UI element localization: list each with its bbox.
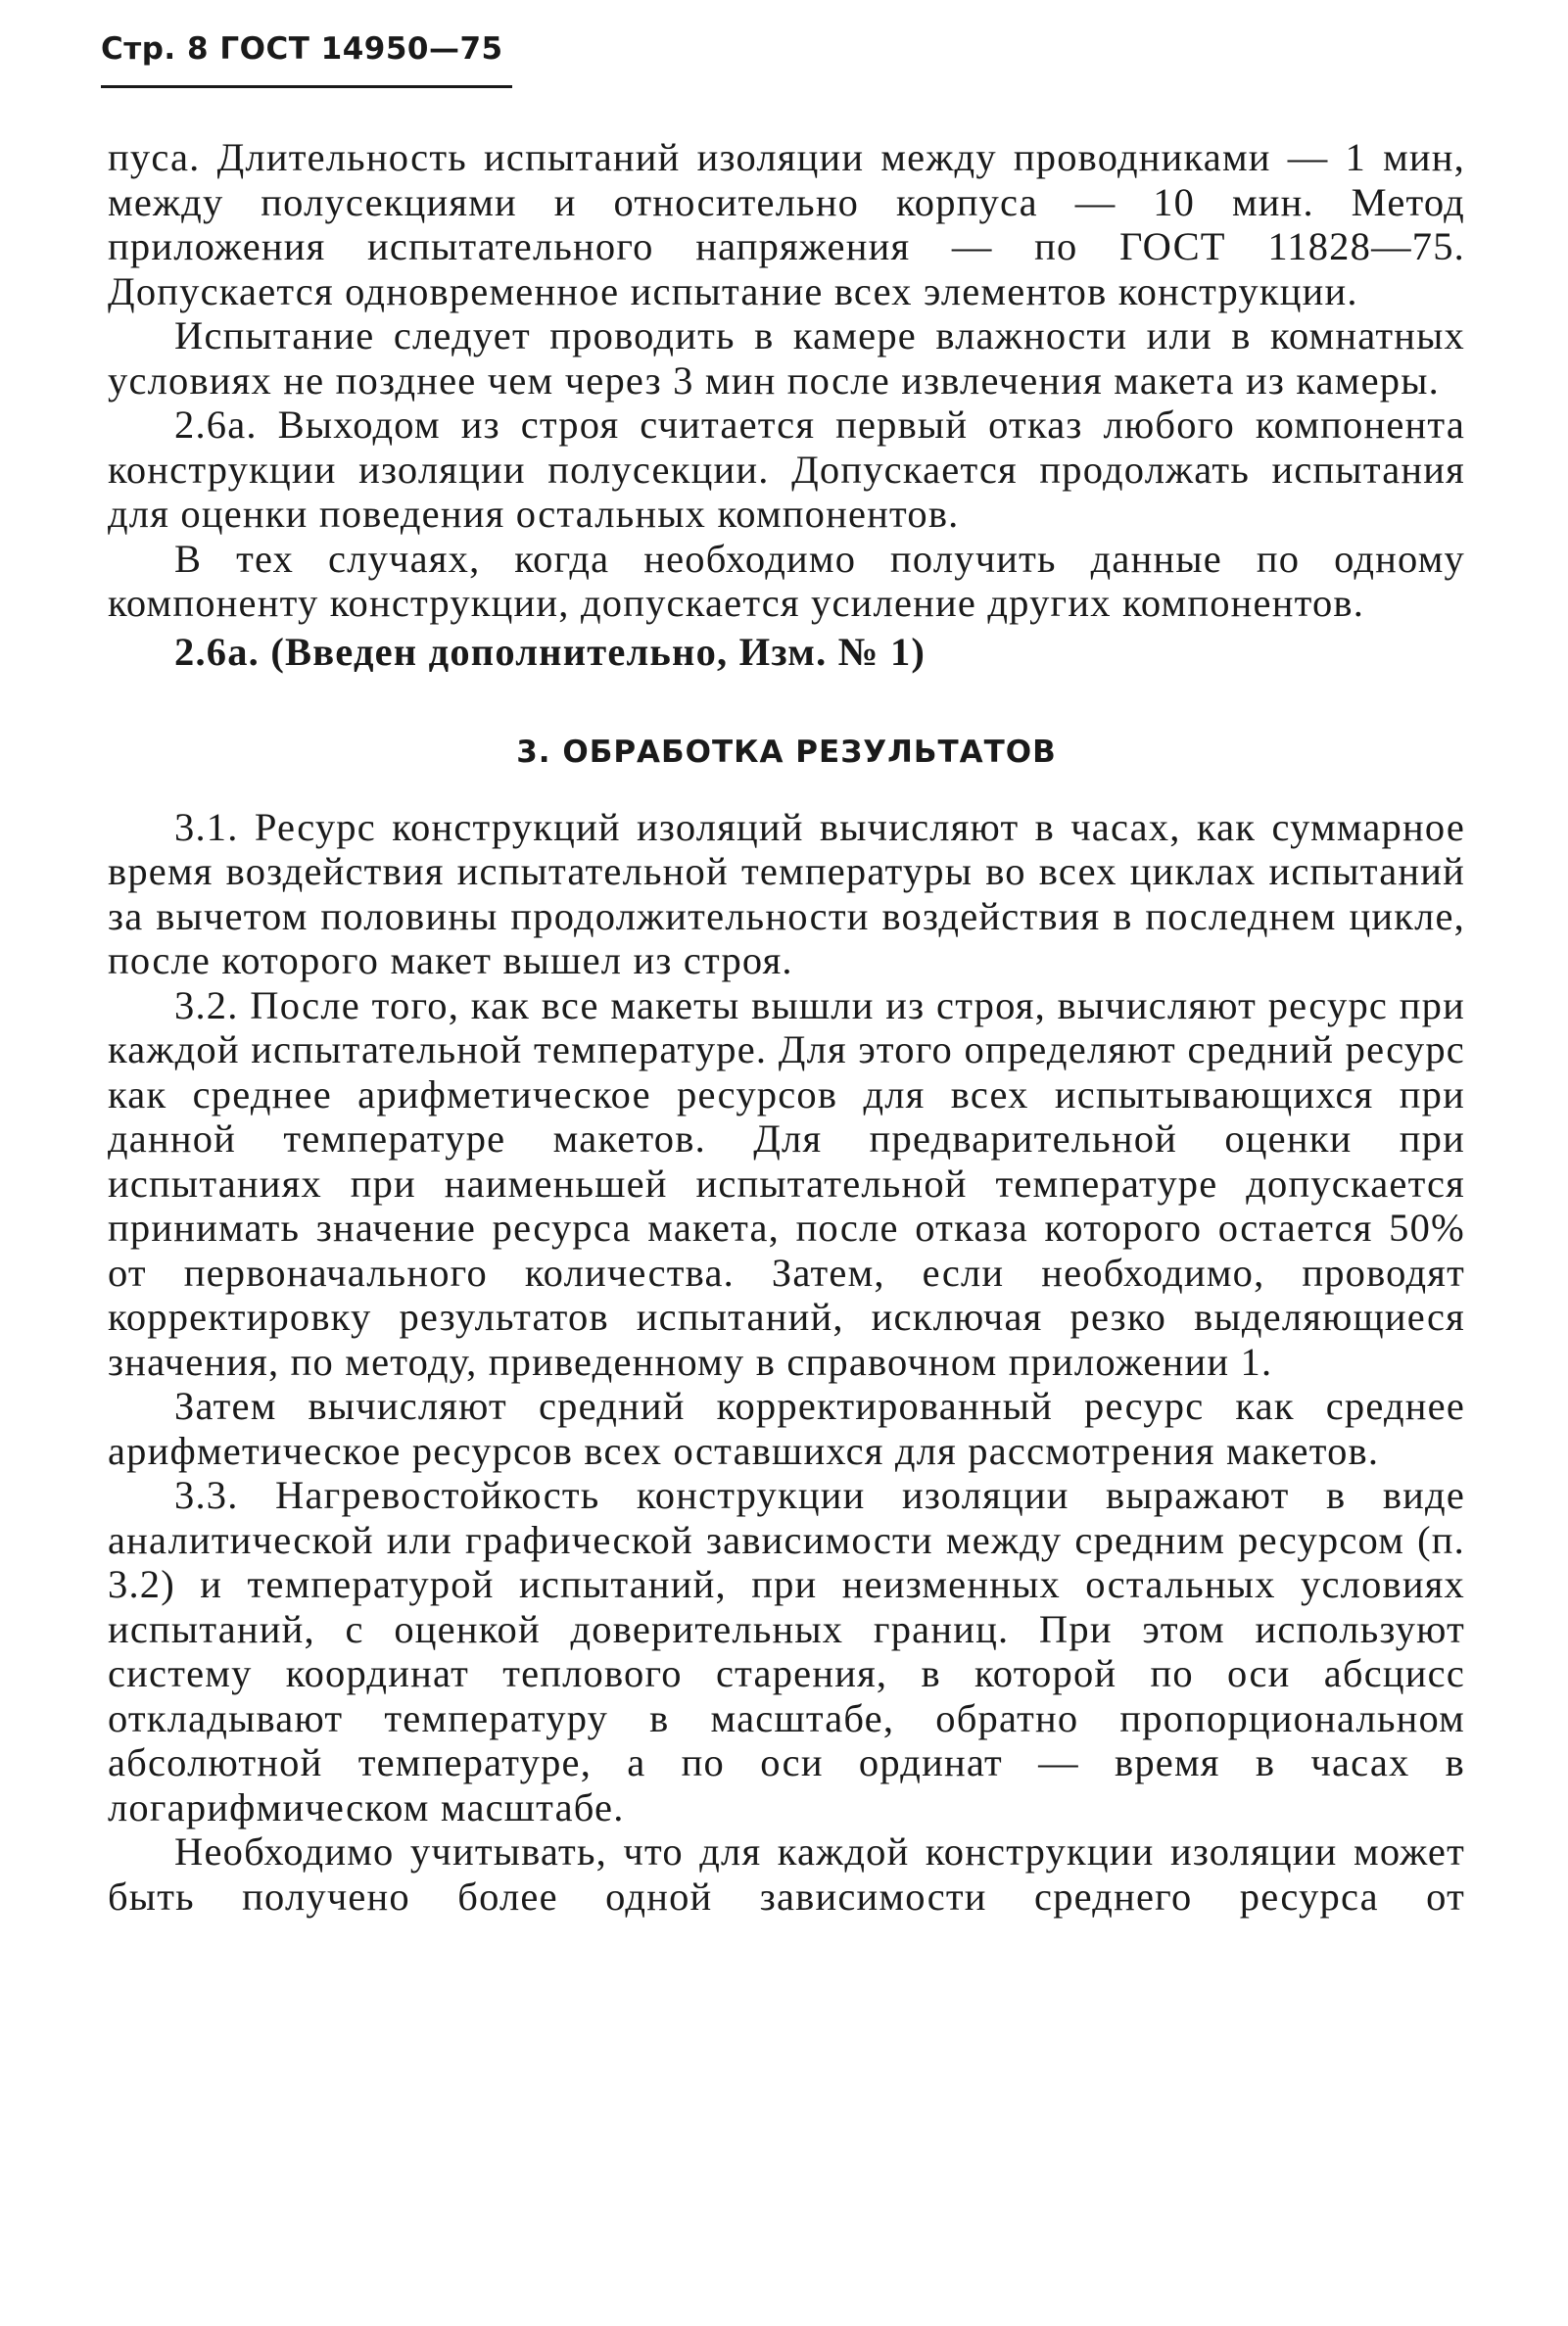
paragraph-3-1: 3.1. Ресурс конструкций изоляций вычисляют в часах, как суммарное время воздействия испытательной температуры во всех циклах испытаний за вычетом половины продолжительности воздействия в последнем цикле, после которого макет вышел из строя. xyxy=(108,804,1465,982)
paragraph-3-2: 3.2. После того, как все макеты вышли из строя, вычисляют ресурс при каждой испытательной температуре. Для этого определяют средний ресурс как среднее арифметическое ресурсов для всех испытывающихся при данной температуре макетов. Для предварительной оценки при испытаниях при наименьшей испытательной температуре допускается принимать значение ресурса макета, после отказа которого остается 50% от первоначального количества. Затем, если необходимо, проводят корректировку результатов испытаний, исключая резко выделяющиеся значения, по методу, приведенному в справочном приложении 1. xyxy=(108,982,1465,1384)
document-body xyxy=(108,135,1465,1919)
section-heading: 3. ОБРАБОТКА РЕЗУЛЬТАТОВ xyxy=(516,735,1057,770)
paragraph: Необходимо учитывать, что для каждой конструкции изоляции может быть получено более одной зависимости среднего ресурса от xyxy=(108,1829,1465,1919)
paragraph-3-3: 3.3. Нагревостойкость конструкции изоляции выражают в виде аналитической или графической зависимости между средним ресурсом (п. 3.2) и температурой испытаний, при неизменных остальных условиях испытаний, с оценкой доверительных границ. При этом используют систему координат теплового старения, в которой по оси абсцисс откладывают температуру в масштабе, обратно пропорциональном абсолютной температуре, а по оси ординат — время в часах в логарифмическом масштабе. xyxy=(108,1473,1465,1829)
paragraph: Испытание следует проводить в камере влажности или в комнатных условиях не позднее чем через 3 мин после извлечения макета из камеры. xyxy=(108,313,1465,403)
paragraph: В тех случаях, когда необходимо получить данные по одному компоненту конструкции, допускается усиление других компонентов. xyxy=(108,536,1465,625)
paragraph-continuation: пуса. Длительность испытаний изоляции между проводниками — 1 мин, между полусекциями и относительно корпуса — 10 мин. Метод приложения испытательного напряжения — по ГОСТ 11828—75. Допускается одновременное испытание всех элементов конструкции. xyxy=(108,135,1465,313)
amendment-note: 2.6а. (Введен дополнительно, Изм. № 1) xyxy=(174,629,927,674)
paragraph-2-6a: 2.6а. Выходом из строя считается первый отказ любого компонента конструкции изоляции полусекции. Допускается продолжать испытания для оценки поведения остальных компонентов. xyxy=(108,403,1465,536)
paragraph: Затем вычисляют средний корректированный ресурс как среднее арифметическое ресурсов всех оставшихся для рассмотрения макетов. xyxy=(108,1384,1465,1473)
header-rule xyxy=(101,85,512,88)
page-header: Стр. 8 ГОСТ 14950—75 xyxy=(101,31,503,67)
